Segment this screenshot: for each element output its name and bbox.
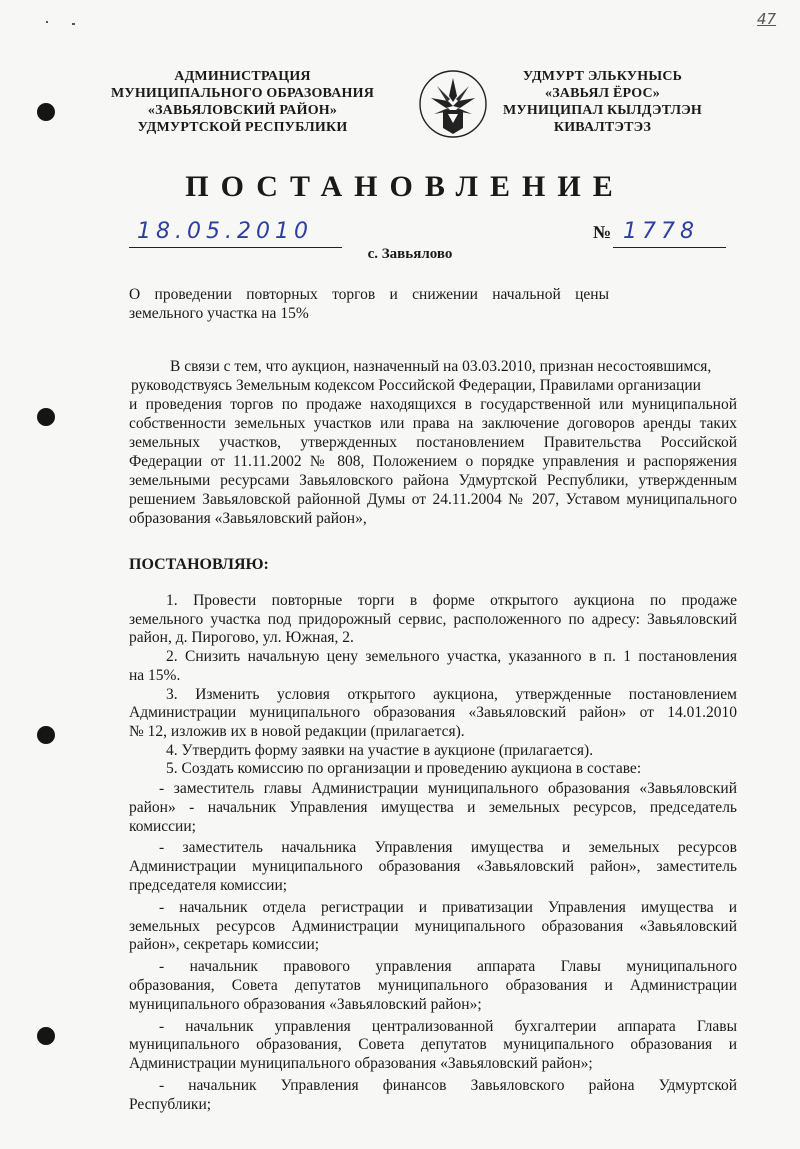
members bbox=[129, 780, 737, 1115]
emblem-logo bbox=[417, 66, 489, 144]
corner-mark: 47 bbox=[757, 10, 777, 28]
list-item bbox=[129, 760, 737, 779]
date-value: 18.05.2010 bbox=[137, 219, 313, 244]
member-line: образования, Совета депутатов муниципального образования и Администрации bbox=[129, 976, 737, 994]
subject-line: О проведении повторных торгов и снижении начальной цены bbox=[129, 286, 609, 303]
member-line: - заместитель начальника Управления имущества и земельных ресурсов bbox=[159, 839, 737, 857]
item-line: на 15%. bbox=[129, 666, 181, 684]
member-line: - начальник Управления финансов Завьяловского района Удмуртской bbox=[159, 1076, 737, 1094]
member-line: район», секретарь комиссии; bbox=[129, 936, 320, 954]
subject-line: земельного участка на 15% bbox=[129, 305, 309, 322]
list-item bbox=[129, 648, 737, 685]
member-entry bbox=[129, 899, 737, 955]
member-line: председателя комиссии; bbox=[129, 876, 288, 894]
punch-hole bbox=[37, 1027, 55, 1045]
header-right-line: УДМУРТ ЭЛЬКУНЫСЬ bbox=[522, 69, 683, 84]
preamble-line: собственности земельных участков или права на заключение договоров аренды таких bbox=[129, 415, 737, 432]
header-right-line: МУНИЦИПАЛ КЫЛДЭТЛЭН bbox=[502, 103, 703, 118]
preamble-line: решением Завьяловской районной Думы от 24.11.2004 № 207, Уставом муниципального bbox=[129, 491, 737, 508]
preamble-line: Федерации от 11.11.2002 № 808, Положением о порядке управления и распоряжения bbox=[129, 453, 737, 470]
header-right-line: «ЗАВЬЯЛ ЁРОС» bbox=[545, 86, 660, 101]
header-left-line: АДМИНИСТРАЦИЯ bbox=[174, 69, 311, 84]
item-line: 4. Утвердить форму заявки на участие в аукционе (прилагается). bbox=[166, 741, 594, 759]
item-line: 3. Изменить условия открытого аукциона, утвержденные постановлением bbox=[166, 685, 737, 703]
items bbox=[129, 592, 737, 779]
header-left bbox=[100, 68, 385, 136]
member-line: Администрации муниципального образования «Завьяловский район», заместитель bbox=[129, 858, 737, 876]
member-line: - начальник управления централизованной бухгалтерии аппарата Главы bbox=[159, 1017, 737, 1035]
preamble-line: руководствуясь Земельным кодексом Российской Федерации, Правилами организации bbox=[131, 377, 701, 394]
number-value: 1778 bbox=[623, 219, 699, 244]
member-entry bbox=[129, 780, 737, 836]
scan-speck bbox=[72, 23, 75, 25]
number-field bbox=[613, 219, 726, 248]
header-right bbox=[495, 68, 710, 136]
date-field bbox=[129, 219, 342, 248]
punch-hole bbox=[37, 103, 55, 121]
item-line: Администрации муниципального образования «Завьяловский район» от 14.01.2010 bbox=[129, 704, 737, 722]
header-left-line: МУНИЦИПАЛЬНОГО ОБРАЗОВАНИЯ bbox=[110, 86, 375, 101]
item-line: земельного участка под придорожный сервис, расположенного по адресу: Завьяловский bbox=[129, 610, 737, 628]
list-item bbox=[129, 592, 737, 648]
resolve-heading: ПОСТАНОВЛЯЮ: bbox=[129, 556, 269, 573]
preamble-line: земельных участков, утвержденных постановлением Правительства Российской bbox=[129, 434, 737, 451]
number-label: № bbox=[593, 222, 612, 242]
item-line: № 12, изложив их в новой редакции (прилагается). bbox=[129, 722, 465, 740]
header-left-line: «ЗАВЬЯЛОВСКИЙ РАЙОН» bbox=[147, 103, 338, 118]
member-line: - начальник отдела регистрации и приватизации Управления имущества и bbox=[159, 898, 737, 916]
member-line: Республики; bbox=[129, 1095, 212, 1113]
preamble-line: и проведения торгов по продаже находящихся в государственной или муниципальной bbox=[129, 396, 737, 413]
item-line: район, д. Пирогово, ул. Южная, 2. bbox=[129, 629, 354, 647]
member-line: Администрации муниципального образования «Завьяловский район»; bbox=[129, 1055, 593, 1073]
item-line: 2. Снизить начальную цену земельного участка, указанного в п. 1 постановления bbox=[166, 648, 737, 666]
list-item bbox=[129, 686, 737, 742]
member-entry bbox=[129, 839, 737, 895]
member-line: - заместитель главы Администрации муниципального образования «Завьяловский bbox=[159, 780, 737, 797]
punch-hole bbox=[37, 408, 55, 426]
member-entry bbox=[129, 1018, 737, 1074]
member-entry bbox=[129, 958, 737, 1014]
place: с. Завьялово bbox=[367, 246, 453, 262]
preamble-line: земельными ресурсами Завьяловского района Удмуртской Республики, утвержденным bbox=[129, 472, 737, 489]
item-line: 5. Создать комиссию по организации и проведению аукциона в составе: bbox=[166, 760, 642, 778]
member-line: муниципального образования, Совета депутатов муниципального образования и bbox=[129, 1036, 737, 1054]
subject bbox=[129, 285, 609, 323]
punch-hole bbox=[37, 726, 55, 744]
member-line: муниципального образования «Завьяловский район»; bbox=[129, 995, 482, 1013]
item-line: 1. Провести повторные торги в форме открытого аукциона по продаже bbox=[166, 592, 737, 609]
member-line: район» - начальник Управления имущества и земельных ресурсов, председатель bbox=[129, 798, 737, 816]
document-title: ПОСТАНОВЛЕНИЕ bbox=[185, 170, 625, 203]
member-line: комиссии; bbox=[129, 817, 196, 835]
header-right-line: КИВАЛТЭТЭЗ bbox=[553, 120, 652, 135]
preamble bbox=[129, 357, 737, 528]
preamble-line: образования «Завьяловский район», bbox=[129, 510, 367, 527]
member-line: земельных ресурсов Администрации муниципального образования «Завьяловский bbox=[129, 917, 737, 935]
member-line: - начальник правового управления аппарата Главы муниципального bbox=[159, 958, 737, 976]
member-entry bbox=[129, 1077, 737, 1115]
list-item bbox=[129, 742, 737, 761]
preamble-line: В связи с тем, что аукцион, назначенный на 03.03.2010, признан несостоявшимся, bbox=[170, 358, 712, 375]
header-left-line: УДМУРТСКОЙ РЕСПУБЛИКИ bbox=[137, 120, 348, 135]
scan-speck bbox=[46, 21, 48, 23]
